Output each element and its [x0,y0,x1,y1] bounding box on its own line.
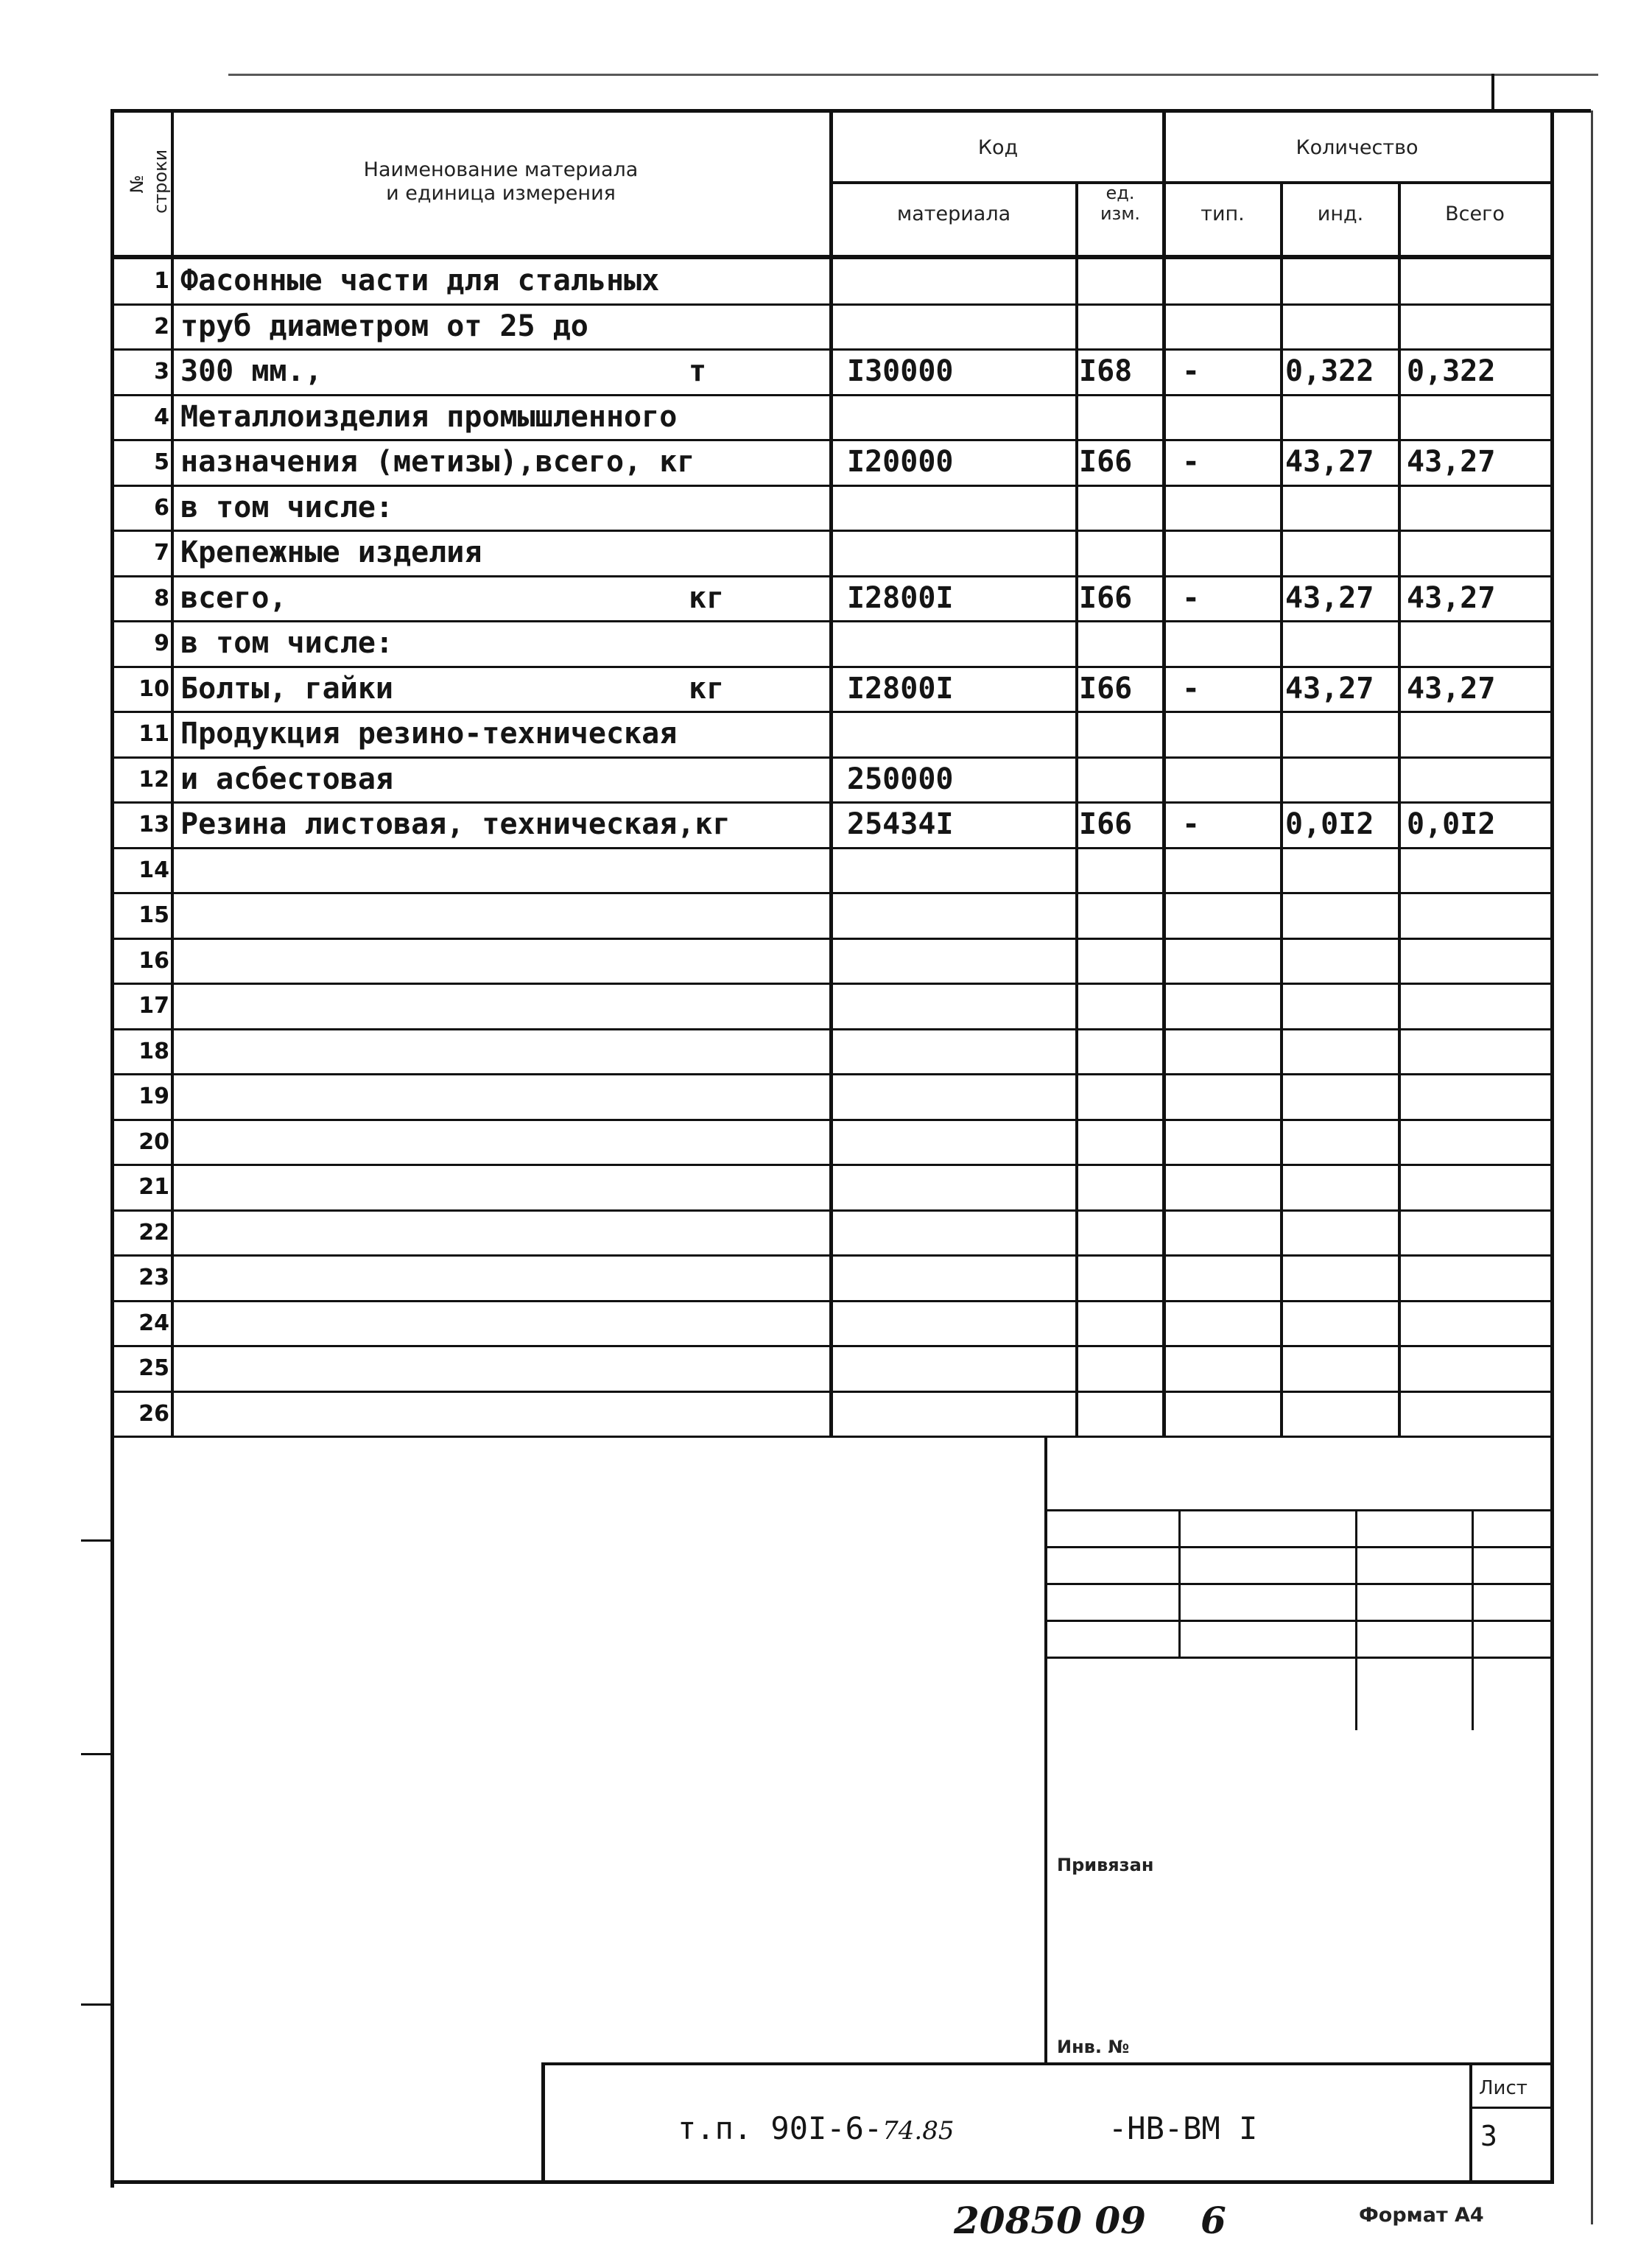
row-name: всего, [180,580,287,615]
row-qty-typ: - [1182,445,1201,479]
margin-tick [81,1539,114,1542]
row-material-code: I20000 [847,445,954,479]
row-name: Болты, гайки [180,671,393,706]
header-row-no: № строки [127,149,171,214]
row-qty-typ: - [1182,807,1201,841]
row-number: 25 [138,1355,169,1381]
row-number: 7 [154,540,169,566]
row-line [110,938,1554,940]
row-number: 10 [138,675,169,702]
header-code-unit: ед. изм. [1100,183,1141,224]
row-line [110,892,1554,894]
row-number: 21 [138,1174,169,1200]
header-qty-ind: инд. [1317,203,1364,225]
row-line [110,801,1554,804]
row-number: 12 [138,766,169,793]
paper-format: Формат А4 [1359,2204,1484,2227]
row-name: и асбестовая [180,762,393,796]
row-line [110,1073,1554,1075]
row-line [110,1028,1554,1030]
title-block-divider [1355,1509,1357,1730]
row-unit-code: I66 [1079,445,1133,479]
row-name: труб диаметром от 25 до [180,309,588,343]
col-divider-ind [1398,183,1401,1436]
row-material-code: I2800I [847,580,954,615]
inv-no-label: Инв. № [1057,2037,1130,2057]
sheet-box-left [1469,2062,1472,2184]
row-qty-ind: 0,0I2 [1285,807,1374,841]
title-block-line [1044,1583,1553,1585]
header-qty-total: Всего [1445,203,1505,225]
header-code-material: материала [896,203,1011,225]
doc-code-hand: 74.85 [882,2116,955,2146]
row-material-code: I30000 [847,354,954,388]
title-block-divider [1178,1509,1181,1657]
row-number: 9 [154,631,169,656]
row-number: 18 [138,1038,169,1064]
row-unit-code: I68 [1079,354,1133,388]
row-qty-typ: - [1182,354,1201,388]
row-line [110,1164,1554,1166]
row-line [110,348,1554,351]
header-quantity: Количество [1296,136,1419,159]
row-name: Фасонные части для стальных [180,264,660,298]
row-number: 1 [154,268,169,294]
row-line [110,756,1554,759]
row-material-code: I2800I [847,671,954,706]
row-qty-total: 0,322 [1407,354,1496,388]
row-line [110,575,1554,577]
row-name: Резина листовая, техническая,кг [180,807,731,841]
row-number: 15 [138,902,169,928]
row-number: 14 [138,857,169,883]
row-name-unit: кг [689,671,725,706]
sheet-number: 3 [1480,2120,1497,2152]
row-unit-code: I66 [1079,671,1133,706]
row-qty-typ: - [1182,580,1201,615]
doc-code [678,2110,955,2146]
row-number: 3 [154,359,169,384]
row-number: 8 [154,585,169,611]
row-line [110,1119,1554,1121]
row-line [110,666,1554,668]
row-name-unit: кг [689,580,725,615]
row-qty-total: 43,27 [1407,445,1496,479]
header-bottom [110,255,1554,259]
title-block-left [1044,1436,1047,2062]
row-number: 17 [138,993,169,1019]
row-qty-total: 0,0I2 [1407,807,1496,841]
row-line [110,983,1554,985]
row-qty-total: 43,27 [1407,671,1496,706]
row-name: 300 мм., [180,354,323,388]
row-qty-total: 43,27 [1407,580,1496,615]
row-qty-ind: 43,27 [1285,445,1374,479]
row-name: в том числе: [180,490,393,524]
row-line [110,620,1554,622]
row-number: 6 [154,494,169,521]
row-number: 19 [138,1083,169,1109]
row-number: 23 [138,1265,169,1290]
row-name-unit: т [689,354,707,388]
row-number: 22 [138,1219,169,1246]
doc-code-box-top [541,2062,1554,2065]
row-line [110,1436,1554,1438]
col-divider-rowno [171,110,174,1436]
title-block-line [1044,1546,1553,1548]
row-line [110,394,1554,396]
row-number: 20 [138,1128,169,1155]
margin-tick [81,1753,114,1755]
row-line [110,847,1554,849]
row-line [110,1391,1554,1393]
title-block-line [1044,1657,1553,1659]
row-qty-ind: 43,27 [1285,671,1374,706]
row-number: 24 [138,1310,169,1336]
margin-tick [81,2003,114,2006]
col-divider-typ [1280,183,1283,1436]
doc-code-box-left [541,2062,545,2184]
col-divider-name [829,110,833,1436]
row-name: назначения (метизы),всего, кг [180,445,695,479]
row-line [110,1345,1554,1347]
row-unit-code: I66 [1079,807,1133,841]
row-qty-ind: 0,322 [1285,354,1374,388]
header-name: Наименование материала и единица измерения [363,158,639,205]
title-block-line [1044,1509,1553,1511]
row-material-code: 250000 [847,762,954,796]
row-line [110,485,1554,487]
row-number: 26 [138,1400,169,1427]
row-name: Металлоизделия промышленного [180,399,678,434]
header-qty-typ: тип. [1201,203,1245,225]
row-number: 11 [138,721,169,747]
row-line [110,711,1554,713]
row-name: Продукция резино-техническая [180,717,678,751]
header-subline [829,181,1551,184]
col-divider-material [1075,183,1078,1436]
row-qty-typ: - [1182,671,1201,706]
row-line [110,1254,1554,1257]
row-name: Крепежные изделия [180,535,482,569]
row-line [110,439,1554,441]
doc-code-prefix: т.п. 90I-6- [678,2110,883,2146]
sheet-box-divider [1469,2107,1554,2109]
sheet-label: Лист [1479,2077,1528,2099]
row-number: 16 [138,947,169,974]
title-block-divider [1472,1509,1474,1730]
row-number: 4 [154,404,169,430]
col-divider-unit [1162,110,1166,1436]
row-number: 2 [154,313,169,340]
row-line [110,1209,1554,1212]
archive-stamp-number: 20850 09 [954,2199,1146,2242]
row-line [110,303,1554,306]
archive-stamp-page: 6 [1201,2199,1226,2242]
linked-label: Привязан [1057,1855,1154,1875]
row-qty-ind: 43,27 [1285,580,1374,615]
header-code: Код [977,136,1019,159]
title-block-line [1044,1620,1553,1622]
row-material-code: 25434I [847,807,954,841]
doc-code-suffix: -НВ-ВМ I [1108,2110,1258,2146]
row-line [110,530,1554,532]
row-line [110,1300,1554,1302]
row-name: в том числе: [180,626,393,660]
row-unit-code: I66 [1079,580,1133,615]
row-number: 13 [138,812,169,837]
row-number: 5 [154,449,169,475]
